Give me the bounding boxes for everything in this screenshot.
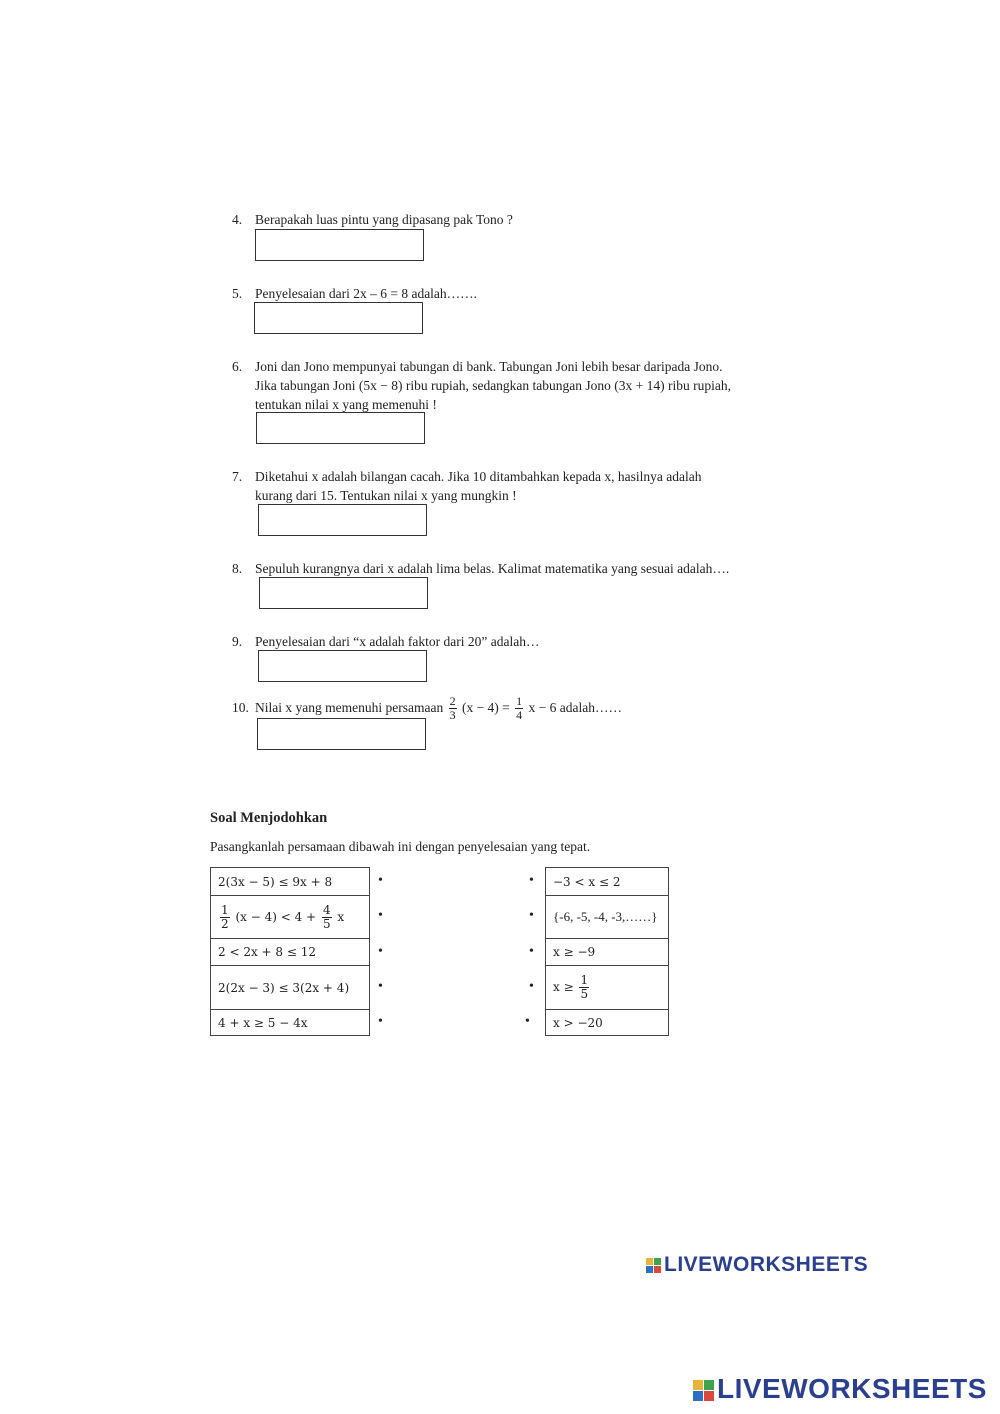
question-text-line-2: Jika tabungan Joni (5x − 8) ribu rupiah, sedangkan tabungan Jono (3x + 14) ribu rupiah, [255,378,732,393]
question-number: 4. [232,212,243,227]
question-text-line-2: kurang dari 15. Tentukan nilai x yang mungkin ! [255,488,517,503]
right-match-dot-4[interactable]: • [529,979,534,994]
liveworksheets-footer-logo: LIVEWORKSHEETS [693,1373,987,1405]
left-expression-1: 2(3x − 5) ≤ 9x + 8 [211,868,370,896]
fraction-one-quarter: $\frac{1}{4}$ [516,694,523,723]
question-number: 9. [232,634,243,649]
answer-box-8[interactable] [259,577,428,609]
question-text-suffix: x − 6 adalah…… [528,700,623,715]
right-solution-5: x > −20 [546,1010,669,1036]
answer-box-6[interactable] [256,412,425,444]
left-match-dot-5[interactable]: • [378,1014,383,1029]
liveworksheets-footer-logo-icon [693,1380,714,1401]
right-solutions-table [545,867,669,1036]
fraction-two-thirds: $\frac{2}{3}$ [449,694,456,723]
question-text: Penyelesaian dari 2x – 6 = 8 adalah……. [255,286,478,301]
right-match-dot-3[interactable]: • [529,944,534,959]
right-solution-4: x ≥ $\frac{1}{5}$ [546,966,669,1010]
liveworksheets-logo: LIVEWORKSHEETS [646,1253,868,1277]
right-solution-3: x ≥ −9 [546,939,669,966]
question-text: Sepuluh kurangnya dari x adalah lima belas. Kalimat matematika yang sesuai adalah…. [255,561,730,576]
left-expression-2: $\frac{1}{2}$ (x − 4) < 4 + $\frac{4}{5}$ x [211,896,370,939]
question-text-line-3: tentukan nilai x yang memenuhi ! [255,397,437,412]
left-match-dot-2[interactable]: • [378,908,383,923]
question-text: Penyelesaian dari “x adalah faktor dari 20” adalah… [255,634,540,649]
question-text: Berapakah luas pintu yang dipasang pak Tono ? [255,212,513,227]
answer-box-5[interactable] [254,302,423,334]
section-instruction: Pasangkanlah persamaan dibawah ini dengan penyelesaian yang tepat. [210,839,591,854]
left-match-dot-4[interactable]: • [378,979,383,994]
section-title: Soal Menjodohkan [210,810,328,826]
answer-box-4[interactable] [255,229,424,261]
left-expression-4: 2(2x − 3) ≤ 3(2x + 4) [211,966,370,1010]
right-match-dot-5[interactable]: • [525,1014,530,1029]
question-number: 6. [232,359,243,374]
question-number: 5. [232,286,243,301]
right-solution-1: −3 < x ≤ 2 [546,868,669,896]
question-number: 10. [232,700,249,715]
right-match-dot-1[interactable]: • [529,873,534,888]
left-match-dot-1[interactable]: • [378,873,383,888]
question-text-mid: (x − 4) = [461,700,510,715]
answer-box-9[interactable] [258,650,427,682]
left-expressions-table [210,867,370,1036]
liveworksheets-logo-icon [646,1258,661,1273]
question-text-prefix: Nilai x yang memenuhi persamaan [255,700,444,715]
left-match-dot-3[interactable]: • [378,944,383,959]
question-text-line-1: Diketahui x adalah bilangan cacah. Jika 10 ditambahkan kepada x, hasilnya adalah [255,469,702,484]
right-match-dot-2[interactable]: • [529,908,534,923]
right-solution-2: {-6, -5, -4, -3,……} [546,896,669,939]
question-text-line-1: Joni dan Jono mempunyai tabungan di bank. Tabungan Joni lebih besar daripada Jono. [255,359,723,374]
left-expression-5: 4 + x ≥ 5 − 4x [211,1010,370,1036]
question-number: 7. [232,469,243,484]
answer-box-7[interactable] [258,504,427,536]
answer-box-10[interactable] [257,718,426,750]
left-expression-3: 2 < 2x + 8 ≤ 12 [211,939,370,966]
question-number: 8. [232,561,243,576]
